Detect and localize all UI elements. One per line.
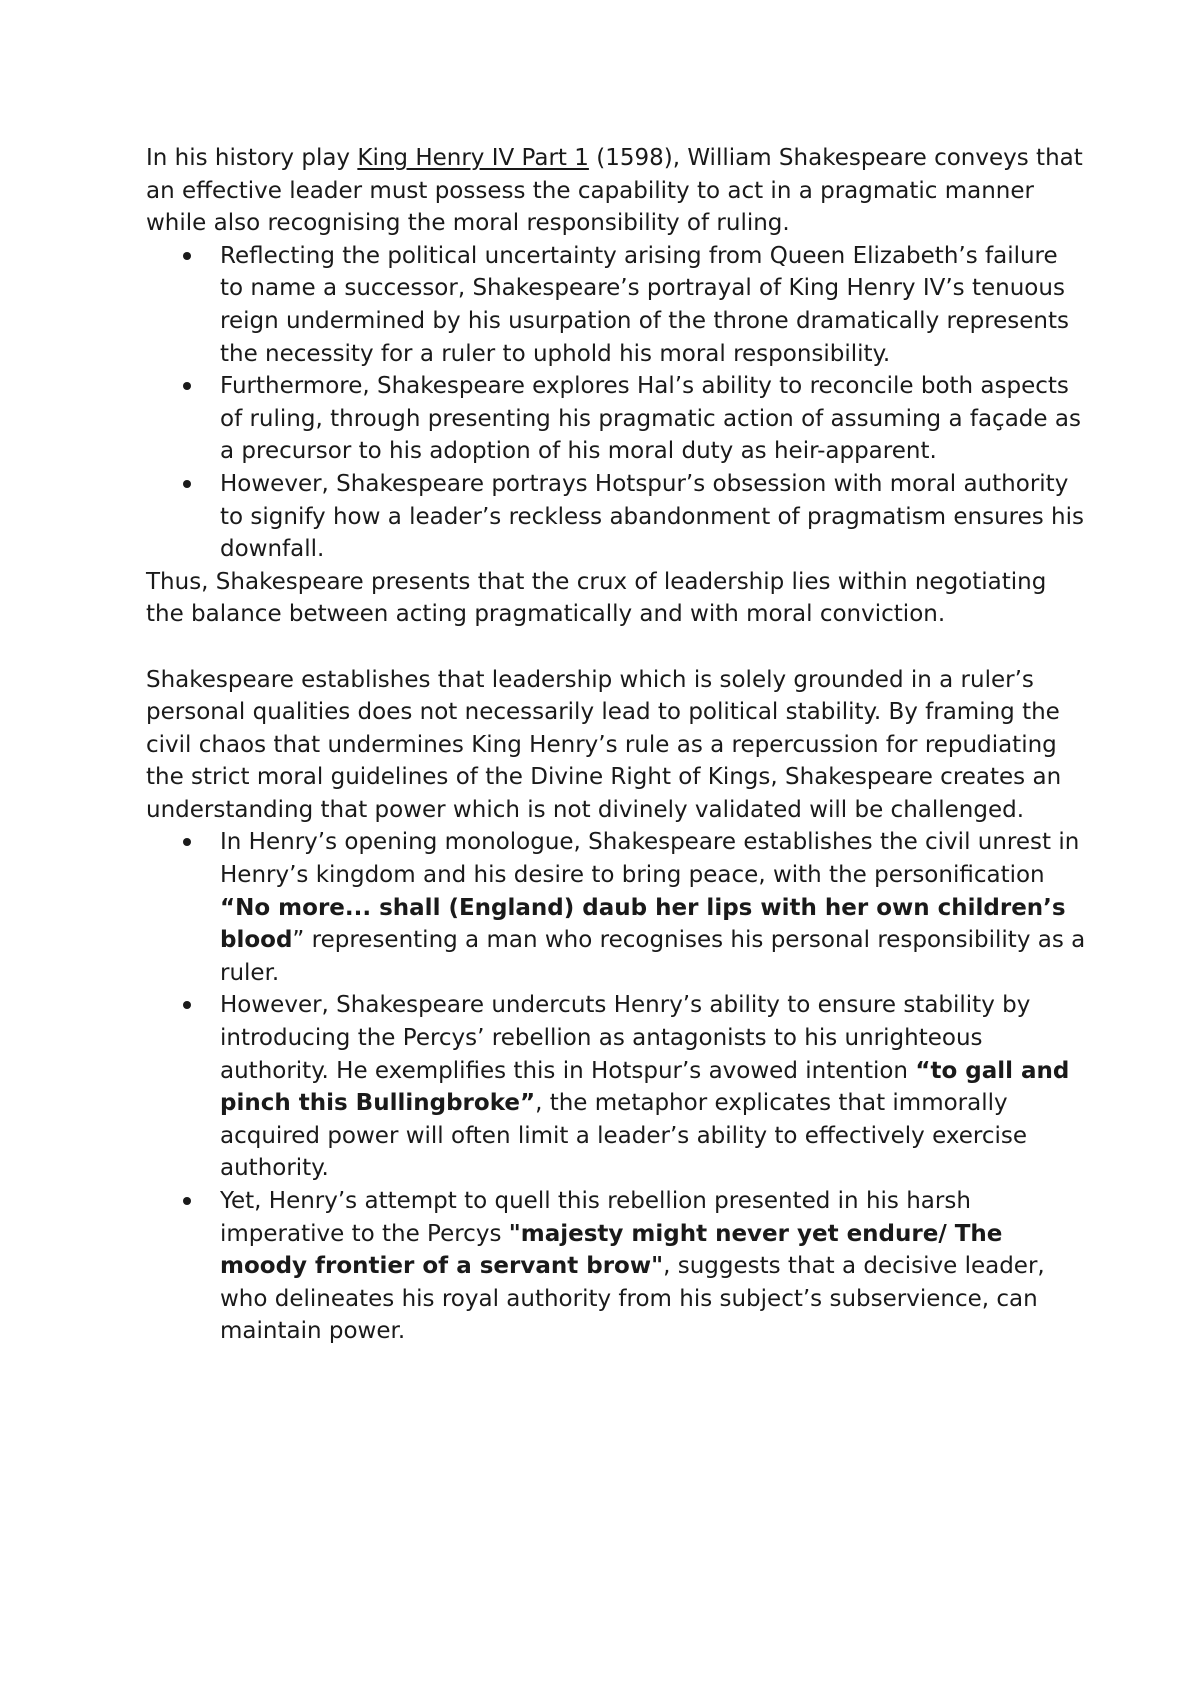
intro-text-end: (1598), William Shakespeare conveys that an effective leader must possess the capability to act in a pragmatic manner while also recognising the moral responsibility of ruling.: [146, 145, 1083, 237]
intro-bullet-list: [146, 240, 1086, 566]
bullet-text-start: However, Shakespeare undercuts Henry’s ability to ensure stability by introducing the Percys’ rebellion as antagonists to his unrighteous authority. He exemplifies this in Hotspur’s avowed intention: [220, 992, 1031, 1084]
bullet-text-end: ” representing a man who recognises his personal responsibility as a ruler.: [220, 927, 1086, 986]
bullet-icon: [183, 382, 191, 390]
bullet-text: Reflecting the political uncertainty arising from Queen Elizabeth’s failure to name a successor, Shakespeare’s portrayal of King Henry IV’s tenuous reign undermined by his usurpation of the throne dramatically represents the necessity for a ruler to uphold his moral responsibility.: [220, 242, 1070, 367]
bullet-icon: [183, 480, 191, 488]
thesis-paragraph: Thus, Shakespeare presents that the crux of leadership lies within negotiating the balance between acting pragmatically and with moral conviction.: [146, 568, 1047, 628]
bullet-text-start: Yet, Henry’s attempt to quell this rebellion presented in his harsh imperative to the Percys: [220, 1188, 971, 1247]
bullet-icon: [183, 1197, 191, 1205]
play-title: King Henry IV Part 1: [357, 145, 589, 171]
list-item: [146, 370, 1086, 468]
quotation: “No more... shall (England) daub her lips with her own children’s blood: [220, 894, 1066, 954]
quotation: “to gall and pinch this Bullingbroke”: [220, 1057, 1070, 1117]
bullet-icon: [183, 1001, 191, 1009]
intro-text-start: In his history play: [146, 145, 358, 171]
bullet-text-end: , the metaphor explicates that immorally acquired power will often limit a leader’s ability to effectively exercise authority.: [220, 1090, 1027, 1182]
list-item: [146, 468, 1086, 566]
document-page: [146, 142, 1086, 1348]
list-item: [146, 1185, 1086, 1348]
quotation: "majesty might never yet endure/ The moody frontier of a servant brow": [220, 1220, 1003, 1280]
body-paragraph: Shakespeare establishes that leadership which is solely grounded in a ruler’s personal qualities does not necessarily lead to political stability. By framing the civil chaos that undermines King Henry’s rule as a repercussion for repudiating the strict moral guidelines of the Divine Right of Kings, Shakespeare creates an understanding that power which is not divinely validated will be challenged.: [146, 666, 1062, 823]
bullet-text: Furthermore, Shakespeare explores Hal’s ability to reconcile both aspects of ruling, through presenting his pragmatic action of assuming a façade as a precursor to his adoption of his moral duty as heir-apparent.: [220, 373, 1081, 465]
bullet-text: However, Shakespeare portrays Hotspur’s obsession with moral authority to signify how a leader’s reckless abandonment of pragmatism ensures his downfall.: [220, 470, 1085, 563]
list-item: [146, 989, 1086, 1185]
bullet-text-start: In Henry’s opening monologue, Shakespeare establishes the civil unrest in Henry’s kingdom and his desire to bring peace, with the personification: [220, 829, 1080, 889]
list-item: [146, 240, 1086, 370]
bullet-icon: [183, 838, 191, 846]
body-bullet-list: [146, 826, 1086, 1348]
list-item: [146, 826, 1086, 989]
bullet-text-end: , suggests that a decisive leader, who delineates his royal authority from his subject’s subservience, can maintain power.: [220, 1253, 1045, 1345]
paragraph-spacer: [146, 631, 1086, 664]
bullet-icon: [183, 252, 191, 260]
intro-paragraph: [146, 142, 1086, 240]
